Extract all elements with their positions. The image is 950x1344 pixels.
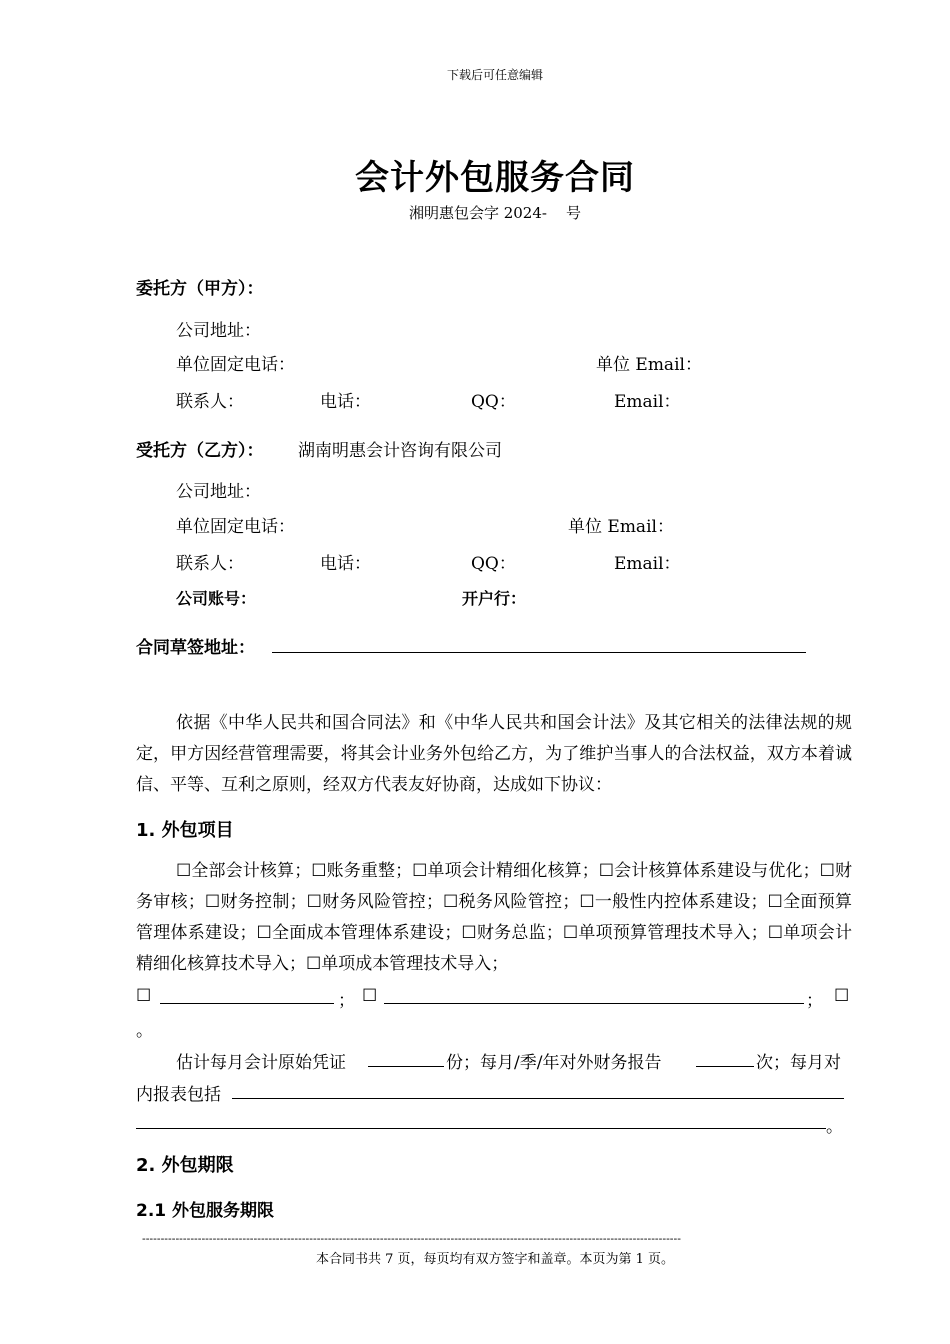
section-2-title: 2. 外包期限 xyxy=(136,1155,234,1176)
party-a-heading: 委托方（甲方）： xyxy=(136,279,264,299)
section-2-1-title: 2.1 外包服务期限 xyxy=(136,1201,275,1221)
party-b-phone: 单位固定电话： xyxy=(176,517,295,537)
party-a-qq: QQ： xyxy=(471,392,516,412)
estimate-text-d: 内报表包括 xyxy=(136,1085,221,1105)
custom-item-line-2[interactable] xyxy=(384,1003,804,1004)
custom-item-period: 。 xyxy=(136,1021,153,1041)
sign-address-line[interactable] xyxy=(272,652,806,653)
party-b-email: 单位 Email： xyxy=(568,517,674,537)
internal-report-line-2[interactable] xyxy=(136,1128,826,1129)
party-b-heading: 受托方（乙方）： xyxy=(136,441,264,461)
contract-number: 湘明惠包会字 2024- 号 xyxy=(408,204,582,222)
voucher-count-line[interactable] xyxy=(368,1066,444,1067)
party-a-phone: 单位固定电话： xyxy=(176,355,295,375)
footer-page-note: 本合同书共 7 页，每页均有双方签字和盖章。本页为第 1 页。 xyxy=(315,1252,675,1267)
party-a-address: 公司地址： xyxy=(176,321,261,341)
estimate-text-b: 份；每月/季/年对外财务报告 xyxy=(446,1053,662,1073)
party-b-account: 公司账号： xyxy=(176,589,257,608)
footer-divider: ------------------------------------------------------------------------------------------------------------------------------------------------- xyxy=(142,1232,681,1245)
sign-address-label: 合同草签地址： xyxy=(136,638,255,658)
document-title: 会计外包服务合同 xyxy=(355,158,635,198)
header-note: 下载后可任意编辑 xyxy=(446,68,543,82)
party-a-contact: 联系人： xyxy=(176,392,244,412)
party-b-tel: 电话： xyxy=(320,554,371,574)
custom-item-sep-1: ； xyxy=(338,991,355,1011)
party-a-tel: 电话： xyxy=(320,392,371,412)
party-b-email2: Email： xyxy=(614,554,681,574)
party-b-name: 湖南明惠会计咨询有限公司 xyxy=(298,441,502,461)
intro-paragraph: 依据《中华人民共和国合同法》和《中华人民共和国会计法》及其它相关的法律法规的规定，甲方因经营管理需要，将其会计业务外包给乙方，为了维护当事人的合法权益，双方本着诚信、平等、互利之原则，经双方代表友好协商，达成如下协议： xyxy=(136,713,852,795)
party-a-email: 单位 Email： xyxy=(596,355,702,375)
internal-report-line-1[interactable] xyxy=(232,1098,844,1099)
party-b-bank: 开户行： xyxy=(462,589,527,608)
party-b-contact: 联系人： xyxy=(176,554,244,574)
party-b-address: 公司地址： xyxy=(176,482,261,502)
party-b-qq: QQ： xyxy=(471,554,516,574)
report-count-line[interactable] xyxy=(696,1066,754,1067)
section-1-title: 1. 外包项目 xyxy=(136,820,234,841)
custom-item-checkbox-2[interactable]: ☐ xyxy=(362,986,378,1006)
estimate-text-c: 次；每月对 xyxy=(756,1053,841,1073)
estimate-text-a: 估计每月会计原始凭证 xyxy=(176,1053,346,1073)
estimate-end: 。 xyxy=(826,1117,843,1137)
custom-item-sep-2: ； xyxy=(806,991,823,1011)
custom-item-checkbox-1[interactable]: ☐ xyxy=(136,986,152,1006)
outsourcing-items: ☐全部会计核算；☐账务重整；☐单项会计精细化核算；☐会计核算体系建设与优化；☐财务审核；☐财务控制；☐财务风险管控；☐税务风险管控；☐一般性内控体系建设；☐全面预算管理体系建设；☐全面成本管理体系建设；☐财务总监；☐单项预算管理技术导入；☐单项会计精细化核算技术导入；☐单项成本管理技术导入； xyxy=(136,861,852,974)
party-a-email2: Email： xyxy=(614,392,681,412)
custom-item-line-1[interactable] xyxy=(160,1003,334,1004)
custom-item-checkbox-3[interactable]: ☐ xyxy=(834,986,850,1006)
